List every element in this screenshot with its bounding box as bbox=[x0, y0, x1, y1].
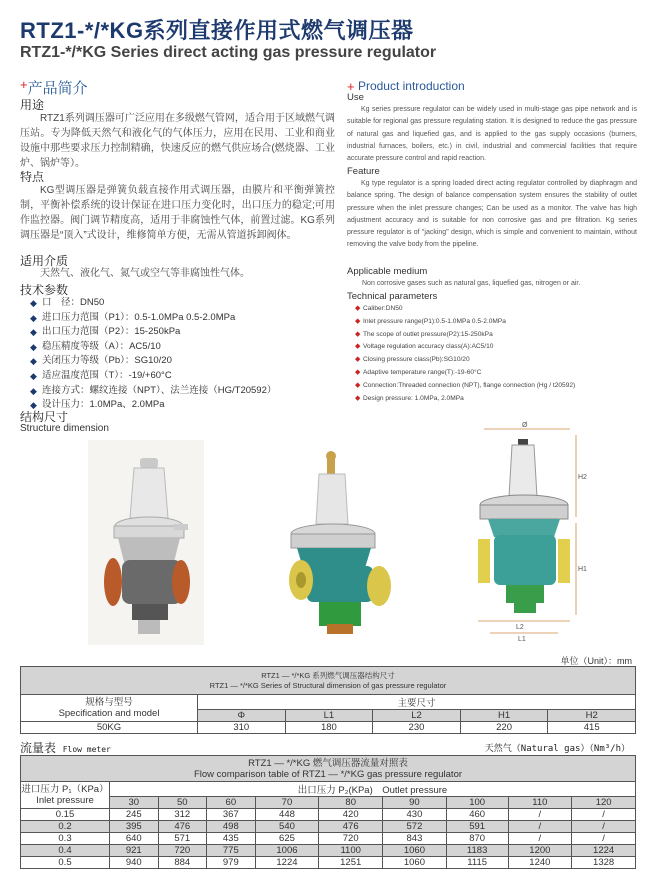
flow-col-header: 30 bbox=[110, 797, 159, 809]
param-item-en bbox=[347, 341, 642, 354]
flow-col-header: 80 bbox=[319, 797, 383, 809]
diamond-icon: ◆ bbox=[355, 330, 361, 338]
flow-row-label: 0.2 bbox=[21, 821, 110, 833]
param-text-cn: 稳压精度等级（A）：AC5/10 bbox=[42, 340, 161, 352]
param-item-cn bbox=[22, 311, 342, 326]
flow-table bbox=[20, 755, 636, 869]
product-image-colored-regulator bbox=[283, 440, 413, 650]
diagram-label-h2: H2 bbox=[578, 474, 587, 481]
diagram-label-phi: Ø bbox=[522, 422, 528, 429]
flow-cell: 1328 bbox=[572, 857, 636, 869]
flow-cell: / bbox=[572, 833, 636, 845]
flow-cell: 367 bbox=[207, 809, 256, 821]
param-item-en bbox=[347, 354, 642, 367]
flow-table-title-cn: RTZ1 — */*KG 燃气调压器流量对照表 bbox=[248, 757, 408, 769]
product-image-gray-regulator bbox=[88, 440, 204, 645]
unit-label: 单位（Unit）：mm bbox=[560, 656, 632, 666]
flow-cell: 1183 bbox=[446, 845, 508, 857]
dim-cell: 220 bbox=[460, 722, 548, 734]
flow-cell: 245 bbox=[110, 809, 159, 821]
flow-col-header: 110 bbox=[508, 797, 572, 809]
flow-cell: 625 bbox=[255, 833, 319, 845]
flow-cell: 540 bbox=[255, 821, 319, 833]
dim-cell: 310 bbox=[198, 722, 286, 734]
dim-col-header: L1 bbox=[285, 710, 373, 722]
table-row bbox=[21, 857, 636, 869]
table-row bbox=[21, 845, 636, 857]
flow-cell: 572 bbox=[383, 821, 447, 833]
flow-cell: 430 bbox=[383, 809, 447, 821]
flow-inlet-en: Inlet pressure bbox=[36, 795, 94, 806]
flow-unit: 天然气（Natural gas）（Nm³/h） bbox=[484, 744, 630, 754]
flow-cell: 940 bbox=[110, 857, 159, 869]
param-item-cn bbox=[22, 369, 342, 384]
table-row bbox=[21, 833, 636, 845]
use-text-en: Kg series pressure regulator can be widely used in multi-stage gas pipe network and is suitable for regional gas pressure regulating station. It is designed to reduce the gas pressure of natural gas and liquefied gas, and is applied to the gas supply occasions (burners, industrial furnaces, boilers, etc.) in civil, industrial and commercial facilities that require accurate pressure control and rapid reaction. bbox=[347, 106, 637, 163]
use-heading-cn: 用途 bbox=[20, 98, 45, 112]
section-heading-cn bbox=[20, 77, 88, 98]
dim-table-title bbox=[21, 667, 636, 695]
flow-cell: 1251 bbox=[319, 857, 383, 869]
flow-cell: 571 bbox=[158, 833, 207, 845]
diagram-label-l1: L1 bbox=[518, 636, 526, 643]
feature-text-cn: KG型调压器是弹簧负载直接作用式调压器，由膜片和平衡弹簧控制，平衡补偿系统的设计保证在进口压力变化时，出口压力的稳定;可用作监控器。阀门调节精度高，适用于非腐蚀性气体，前置过滤。KG系列调压器是“顶入”式设计，维修简单方便，无需从管道拆卸阀体。 bbox=[20, 185, 335, 241]
flow-cell: 420 bbox=[319, 809, 383, 821]
flow-cell: 1115 bbox=[446, 857, 508, 869]
medium-heading-cn: 适用介质 bbox=[20, 254, 69, 268]
dim-cell: 180 bbox=[285, 722, 373, 734]
plus-icon: + bbox=[347, 79, 355, 94]
diamond-icon: ◆ bbox=[355, 368, 361, 376]
flow-cell: 1240 bbox=[508, 857, 572, 869]
use-text-cn: RTZ1系列调压器可广泛应用在多级燃气管网，适合用于区域燃气调压站。专为降低天然气和液化气的气体压力，应用在民用、工业和商业设施中那些要求压力控制精确，快速反应的燃气供应场合(燃烧器、工业炉、锅炉等）。 bbox=[20, 113, 335, 169]
param-text-cn: 适应温度范围（T）：-19/+60°C bbox=[42, 369, 172, 381]
flow-cell: 476 bbox=[158, 821, 207, 833]
medium-text-en: Non corrosive gases such as natural gas, liquefied gas, nitrogen or air. bbox=[362, 280, 581, 287]
feature-heading-cn: 特点 bbox=[20, 170, 45, 184]
flow-cell: 1006 bbox=[255, 845, 319, 857]
flow-heading bbox=[20, 739, 111, 756]
dim-spec-en: Specification and model bbox=[58, 708, 160, 719]
flow-cell: / bbox=[508, 809, 572, 821]
diamond-icon: ◆ bbox=[30, 356, 37, 367]
param-text-en: Connection:Threaded connection (NPT), flange connection (Hg / t20592) bbox=[363, 381, 576, 389]
structure-heading-en: Structure dimension bbox=[20, 423, 109, 434]
diamond-icon: ◆ bbox=[30, 400, 37, 411]
flow-cell: 1200 bbox=[508, 845, 572, 857]
diamond-icon: ◆ bbox=[355, 381, 361, 389]
dimension-table bbox=[20, 666, 636, 734]
param-text-en: Design pressure: 1.0MPa, 2.0MPa bbox=[363, 394, 464, 402]
dim-spec-header bbox=[21, 695, 198, 722]
flow-table-title bbox=[21, 756, 636, 782]
param-item-en bbox=[347, 393, 642, 406]
flow-cell: 312 bbox=[158, 809, 207, 821]
flow-row-label: 0.4 bbox=[21, 845, 110, 857]
diagram-label-l2: L2 bbox=[516, 624, 524, 631]
page-title-cn: RTZ1-*/*KG系列直接作用式燃气调压器 bbox=[20, 18, 414, 43]
flow-cell: 720 bbox=[319, 833, 383, 845]
param-item-cn bbox=[22, 325, 342, 340]
flow-outlet-header: 出口压力 P₂(KPa) Outlet pressure bbox=[110, 782, 636, 797]
dim-spec-cn: 规格与型号 bbox=[85, 697, 133, 708]
dim-main-size: 主要尺寸 bbox=[198, 695, 636, 710]
dim-table-title-cn: RTZ1 — */*KG 系列燃气调压器结构尺寸 bbox=[261, 670, 395, 680]
flow-cell: / bbox=[572, 821, 636, 833]
flow-col-header: 50 bbox=[158, 797, 207, 809]
param-item-en bbox=[347, 380, 642, 393]
param-item-cn bbox=[22, 340, 342, 355]
param-text-cn: 关闭压力等级（Pb）：SG10/20 bbox=[42, 355, 172, 367]
param-text-cn: 连接方式：螺纹连接（NPT）、法兰连接（HG/T20592） bbox=[42, 384, 277, 396]
dim-row-label: 50KG bbox=[21, 722, 198, 734]
flow-cell: 775 bbox=[207, 845, 256, 857]
flow-table-body bbox=[21, 809, 636, 869]
param-text-cn: 出口压力范围（P2）：15-250kPa bbox=[42, 326, 181, 338]
param-text-cn: 设计压力：1.0MPa、2.0MPa bbox=[42, 399, 165, 411]
flow-cell: 1224 bbox=[572, 845, 636, 857]
medium-text-cn: 天然气、液化气、氮气或空气等非腐蚀性气体。 bbox=[40, 268, 250, 279]
flow-cell: / bbox=[508, 821, 572, 833]
param-text-en: Adaptive temperature range(T):-19-60°C bbox=[363, 368, 482, 376]
dim-col-header: Φ bbox=[198, 710, 286, 722]
flow-cell: 395 bbox=[110, 821, 159, 833]
flow-inlet-header bbox=[21, 782, 110, 809]
dim-cell: 415 bbox=[548, 722, 636, 734]
diamond-icon: ◆ bbox=[355, 356, 361, 364]
param-text-en: Caliber:DN50 bbox=[363, 305, 403, 312]
flow-cell: 498 bbox=[207, 821, 256, 833]
param-text-cn: 进口压力范围（P1）：0.5-1.0MPa 0.5-2.0MPa bbox=[42, 311, 236, 323]
dim-col-header: H1 bbox=[460, 710, 548, 722]
flow-row-label: 0.3 bbox=[21, 833, 110, 845]
param-text-cn: 口 径：DN50 bbox=[42, 297, 105, 308]
dim-cell: 230 bbox=[373, 722, 461, 734]
diamond-icon: ◆ bbox=[30, 312, 37, 323]
param-item-en bbox=[347, 303, 642, 316]
diamond-icon: ◆ bbox=[30, 298, 37, 308]
table-row bbox=[21, 821, 636, 833]
params-heading-cn: 技术参数 bbox=[20, 283, 69, 297]
flow-col-header: 70 bbox=[255, 797, 319, 809]
flow-cell: 1100 bbox=[319, 845, 383, 857]
flow-table-title-en: Flow comparison table of RTZ1 — */*KG gas pressure regulator bbox=[193, 768, 463, 780]
dimension-drawing bbox=[458, 415, 608, 647]
param-item-cn bbox=[22, 398, 342, 413]
diamond-icon: ◆ bbox=[355, 394, 361, 402]
structure-heading-cn: 结构尺寸 bbox=[20, 410, 69, 424]
param-item-cn bbox=[22, 354, 342, 369]
param-item-cn bbox=[22, 384, 342, 399]
flow-cell: 1060 bbox=[383, 857, 447, 869]
params-heading-en: Technical parameters bbox=[347, 291, 438, 302]
flow-row-label: 0.15 bbox=[21, 809, 110, 821]
flow-heading-cn: 流量表 bbox=[20, 741, 57, 755]
flow-cell: 476 bbox=[319, 821, 383, 833]
flow-cell: 640 bbox=[110, 833, 159, 845]
plus-icon: + bbox=[20, 77, 28, 92]
dim-col-header: L2 bbox=[373, 710, 461, 722]
dim-col-header: H2 bbox=[548, 710, 636, 722]
section-heading-en-text: Product introduction bbox=[357, 79, 465, 93]
flow-cell: / bbox=[572, 809, 636, 821]
flow-col-header: 90 bbox=[383, 797, 447, 809]
medium-heading-en: Applicable medium bbox=[347, 266, 428, 277]
section-heading-cn-text: 产品简介 bbox=[27, 80, 88, 97]
flow-col-header: 100 bbox=[446, 797, 508, 809]
diamond-icon: ◆ bbox=[30, 327, 37, 338]
section-heading-en bbox=[347, 79, 465, 94]
flow-cell: 1224 bbox=[255, 857, 319, 869]
flow-cell: 435 bbox=[207, 833, 256, 845]
page-title-en: RTZ1-*/*KG Series direct acting gas pressure regulator bbox=[20, 44, 437, 61]
diamond-icon: ◆ bbox=[355, 305, 361, 312]
param-text-en: The scope of outlet pressure(P2):15-250kPa bbox=[363, 330, 493, 338]
flow-cell: 843 bbox=[383, 833, 447, 845]
diamond-icon: ◆ bbox=[30, 385, 37, 396]
table-row bbox=[21, 809, 636, 821]
flow-cell: 884 bbox=[158, 857, 207, 869]
param-item-cn bbox=[22, 296, 342, 311]
diamond-icon: ◆ bbox=[355, 343, 361, 351]
flow-inlet-cn: 进口压力 P₁（KPa） bbox=[21, 784, 109, 795]
param-text-en: Closing pressure class(Pb):SG10/20 bbox=[363, 356, 470, 364]
flow-col-header: 60 bbox=[207, 797, 256, 809]
flow-row-label: 0.5 bbox=[21, 857, 110, 869]
diamond-icon: ◆ bbox=[30, 341, 37, 352]
flow-cell: 460 bbox=[446, 809, 508, 821]
param-item-en bbox=[347, 367, 642, 380]
diagram-label-h1: H1 bbox=[578, 566, 587, 573]
flow-cell: 720 bbox=[158, 845, 207, 857]
flow-heading-en: Flow meter bbox=[62, 745, 111, 754]
flow-cell: 921 bbox=[110, 845, 159, 857]
flow-cell: 1060 bbox=[383, 845, 447, 857]
flow-cell: 870 bbox=[446, 833, 508, 845]
feature-heading-en: Feature bbox=[347, 166, 380, 177]
flow-cell: 448 bbox=[255, 809, 319, 821]
flow-cell: 591 bbox=[446, 821, 508, 833]
diamond-icon: ◆ bbox=[30, 370, 37, 381]
param-item-en bbox=[347, 316, 642, 329]
use-heading-en: Use bbox=[347, 92, 364, 103]
feature-text-en: Kg type regulator is a spring loaded direct acting regulator controlled by diaphragm and balance spring. The design of balance compensation system ensures the stability of outlet pressure when the inlet pressure changes; Can be used as a monitor. The valve has high adjustment accuracy and is suitable for non corrosive gas and pre filtration. Kg series pressure regulator is of "jacking" design, which is simple and convenient to maintain, without removing the valve body from the pipeline. bbox=[347, 180, 637, 249]
flow-cell: 979 bbox=[207, 857, 256, 869]
diamond-icon: ◆ bbox=[355, 317, 361, 325]
param-text-en: Voltage regulation accuracy class(A):AC5/10 bbox=[363, 343, 494, 351]
params-list-en bbox=[347, 303, 642, 405]
param-text-en: Inlet pressure range(P1):0.5-1.0MPa 0.5-2.0MPa bbox=[363, 317, 506, 325]
param-item-en bbox=[347, 329, 642, 342]
flow-cell: / bbox=[508, 833, 572, 845]
params-list-cn bbox=[22, 296, 342, 413]
flow-col-header: 120 bbox=[572, 797, 636, 809]
dim-table-title-en: RTZ1 — */*KG Series of Structural dimension of gas pressure regulator bbox=[209, 680, 447, 690]
